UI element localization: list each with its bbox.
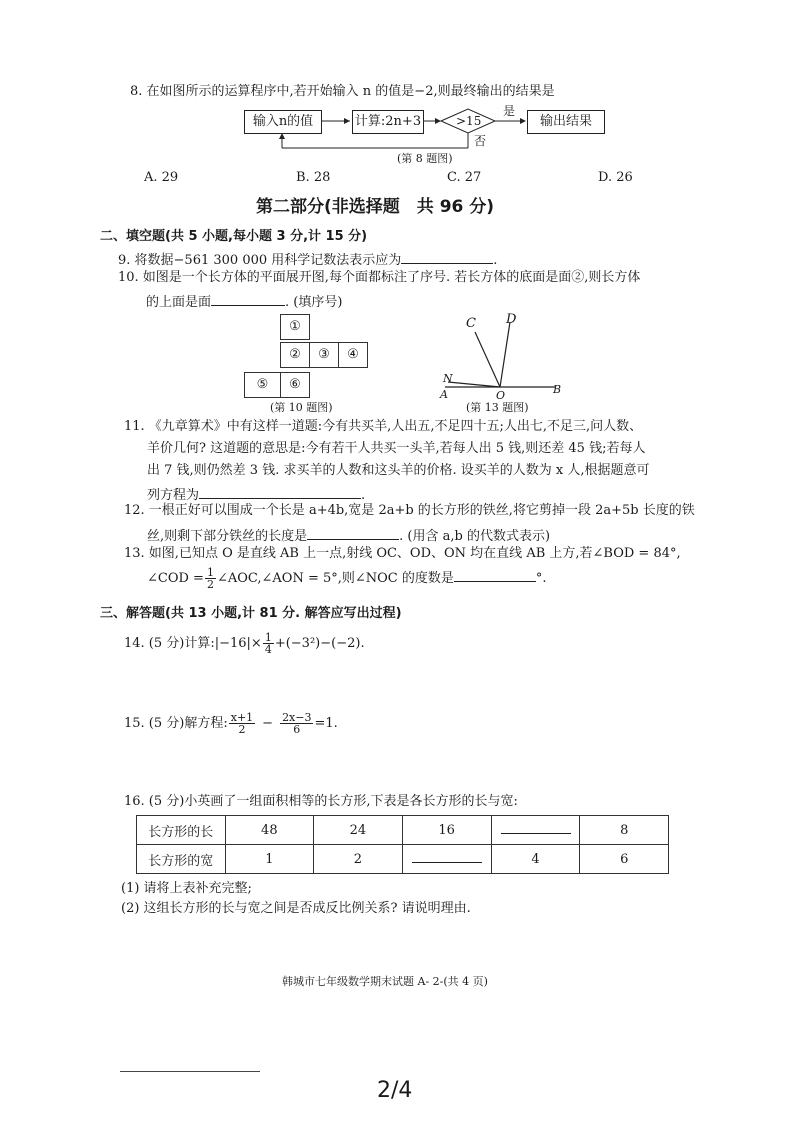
q11-answer-blank[interactable] [199, 484, 361, 499]
table-cell: 24 [314, 816, 403, 845]
table-row [137, 845, 669, 874]
q16-part1: (1) 请将上表补充完整; [121, 881, 252, 896]
net-face-6: ⑥ [280, 372, 310, 398]
flow-calc-box: 计算:2n+3 [352, 110, 424, 134]
q8-text: 8. 在如图所示的运算程序中,若开始输入 n 的值是−2,则最终输出的结果是 [130, 84, 555, 99]
flow-cond: >15 [456, 114, 482, 128]
q15-suffix: =1. [314, 716, 338, 731]
fig13-caption: (第 13 题图) [466, 401, 529, 414]
q8-option-d: D. 26 [598, 170, 633, 185]
q9-prompt: 9. 将数据−561 300 000 用科学记数法表示应为 [118, 253, 402, 268]
table-cell: 16 [402, 816, 491, 845]
q15-text [124, 711, 338, 737]
q15-f2-num: 2x−3 [282, 711, 312, 724]
q8-caption: (第 8 题图) [397, 152, 453, 165]
q12-suffix: . (用含 a,b 的代数式表示) [399, 529, 551, 544]
q13-end: °. [535, 571, 547, 586]
page-number: 2/4 [377, 1078, 413, 1103]
width-answer-blank[interactable] [412, 852, 482, 863]
q13-line2 [147, 566, 547, 592]
q16-part2: (2) 这组长方形的长与宽之间是否成反比例关系? 请说明理由. [121, 901, 471, 916]
fig13-label-a: A [440, 388, 448, 401]
q15-prefix: 15. (5 分)解方程: [124, 716, 228, 731]
q15-minus: − [262, 716, 274, 731]
q9-end: . [493, 253, 498, 268]
fig13-label-c: C [466, 316, 476, 331]
net-face-5: ⑤ [244, 372, 281, 398]
q15-f1-den: 2 [238, 723, 246, 736]
length-answer-blank[interactable] [501, 823, 571, 834]
table-cell: 48 [225, 816, 314, 845]
q12-line2 [147, 525, 550, 545]
net-face-1: ① [280, 314, 310, 340]
table-cell-blank[interactable] [402, 845, 491, 874]
q16-text: 16. (5 分)小英画了一组面积相等的长方形,下表是各长方形的长与宽: [124, 794, 518, 809]
table-cell: 6 [580, 845, 669, 874]
flow-output-box: 输出结果 [527, 110, 605, 134]
q12-answer-blank[interactable] [307, 525, 399, 540]
q11-prompt: 列方程为 [147, 488, 200, 503]
net-face-3: ③ [309, 342, 339, 368]
flow-yes: 是 [503, 104, 516, 118]
q15-f2-den: 6 [293, 723, 301, 736]
table-cell: 8 [580, 816, 669, 845]
q13-frac-num: 1 [206, 566, 214, 579]
q13-mid: ∠AOC,∠AON = 5°,则∠NOC 的度数是 [216, 571, 454, 586]
table-header-width: 长方形的宽 [137, 845, 226, 874]
q8-option-a: A. 29 [144, 170, 179, 185]
q14-prefix: 14. (5 分)计算:|−16|× [124, 636, 262, 651]
fig13-label-b: B [553, 383, 562, 396]
q10-prompt: 的上面是面 [146, 295, 212, 310]
q15-f1-num: x+1 [230, 711, 254, 724]
net-face-2: ② [280, 342, 310, 368]
table-cell: 2 [314, 845, 403, 874]
q13-line1: 13. 如图,已知点 O 是直线 AB 上一点,射线 OC、OD、ON 均在直线 AB 上方,若∠BOD = 84°, [124, 546, 681, 561]
q10-line2 [146, 291, 342, 311]
fig13-label-o: O [496, 389, 506, 402]
q15-fraction-1 [229, 712, 255, 735]
q14-suffix: +(−3²)−(−2). [274, 636, 365, 651]
fig13-label-n: N [443, 372, 453, 385]
q14-frac-num: 1 [264, 631, 272, 644]
q8-option-c: C. 27 [447, 170, 482, 185]
q14-frac-den: 4 [264, 643, 272, 656]
net-face-4: ④ [338, 342, 368, 368]
table-cell: 4 [491, 845, 580, 874]
q15-fraction-2 [280, 712, 313, 735]
table-cell-blank[interactable] [491, 816, 580, 845]
fig10-caption: (第 10 题图) [270, 401, 333, 414]
q11-line2: 羊价几何? 这道题的意思是:今有若干人共买一头羊,若每人出 5 钱,则还差 45 钱;若每人 [147, 441, 646, 456]
q9-answer-blank[interactable] [401, 249, 493, 264]
section2-title: 二、填空题(共 5 小题,每小题 3 分,计 15 分) [100, 229, 368, 244]
q12-prompt: 丝,则剩下部分铁丝的长度是 [147, 529, 308, 544]
q11-line1: 11. 《九章算术》中有这样一道题:今有共买羊,人出五,不足四十五;人出七,不足三,问人数、 [124, 419, 643, 434]
q10-answer-blank[interactable] [211, 291, 285, 306]
flow-no: 否 [474, 134, 487, 148]
flow-arrows [0, 0, 794, 170]
footer-divider [120, 1071, 260, 1072]
q8-option-b: B. 28 [296, 170, 331, 185]
q11-end: . [361, 488, 366, 503]
q11-line3: 出 7 钱,则仍然差 3 钱. 求买羊的人数和这头羊的价格. 设买羊的人数为 x 人,根据题意可 [147, 463, 650, 478]
q14-fraction [263, 632, 274, 655]
table-cell: 1 [225, 845, 314, 874]
page-footer: 韩城市七年级数学期末试题 A- 2-(共 4 页) [282, 975, 488, 988]
q13-prefix: ∠COD = [147, 571, 204, 586]
q13-fraction [205, 567, 216, 590]
q13-frac-den: 2 [206, 578, 214, 591]
q9-text [118, 249, 497, 269]
part2-title: 第二部分(非选择题 共 96 分) [256, 197, 495, 217]
table-row [137, 816, 669, 845]
q13-answer-blank[interactable] [454, 567, 536, 582]
fig13-label-d: D [506, 312, 517, 327]
q12-line1: 12. 一根正好可以围成一个长是 a+4b,宽是 2a+b 的长方形的铁丝,将它剪掉一段 2a+5b 长度的铁 [124, 503, 695, 518]
flow-input-box: 输入n的值 [244, 110, 322, 134]
q11-line4 [147, 484, 365, 504]
q16-table [136, 815, 669, 874]
q14-text [124, 631, 365, 657]
section3-title: 三、解答题(共 13 小题,计 81 分. 解答应写出过程) [100, 606, 402, 621]
q10-suffix: . (填序号) [285, 295, 343, 310]
table-header-length: 长方形的长 [137, 816, 226, 845]
q10-line1: 10. 如图是一个长方体的平面展开图,每个面都标注了序号. 若长方体的底面是面②,则长方体 [118, 270, 641, 285]
